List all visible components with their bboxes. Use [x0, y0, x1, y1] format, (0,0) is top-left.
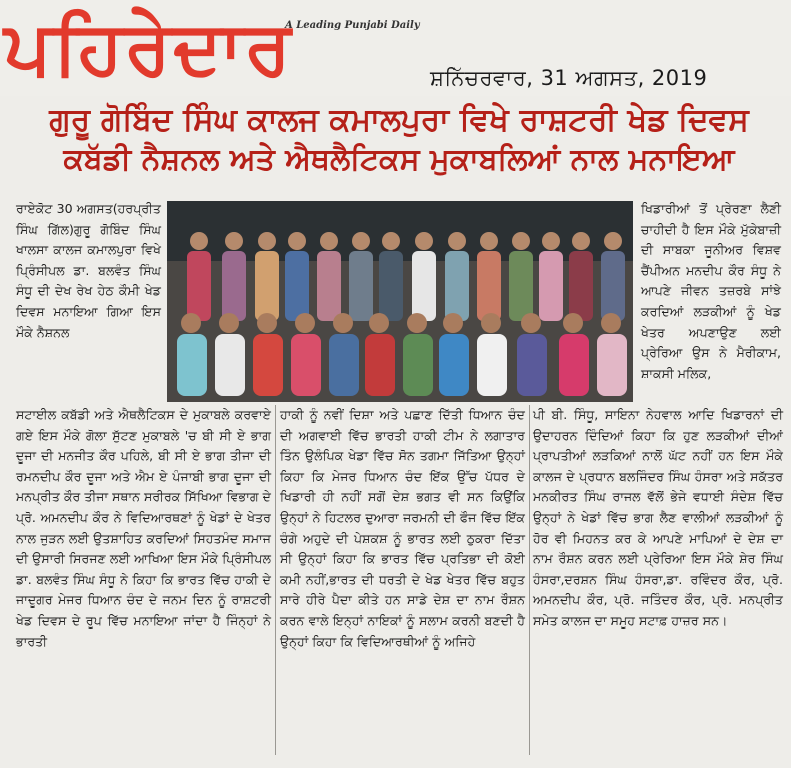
article-column-3 — [533, 405, 783, 632]
column-divider — [275, 405, 276, 755]
article-column-2 — [280, 405, 525, 652]
masthead — [0, 0, 791, 96]
article-paragraph: ਖਿਡਾਰੀਆਂ ਤੋਂ ਪ੍ਰੇਰਣਾ ਲੈਣੀ ਚਾਹੀਦੀ ਹੈ ਇਸ ਮੌਕੇ ਮੁੱਕੇਬਾਜ਼ੀ ਦੀ ਸਾਬਕਾ ਜੂਨੀਅਰ ਵਿਸ਼ਵ ਚੈਂਪੀਅਨ ਮਨਦੀਪ ਕੌਰ ਸੰਧੂ ਨੇ ਆਪਣੇ ਜੀਵਨ ਤਜ਼ਰਬੇ ਸਾਂਝੇ ਕਰਦਿਆਂ ਲੜਕੀਆਂ ਨੂੰ ਖੇਡ ਖੇਤਰ ਅਪਣਾਉਣ ਲਈ ਪ੍ਰੇਰਿਆ ਉਸ ਨੇ ਮੈਰੀਕਾਮ, ਸ਼ਾਕਸੀ ਮਲਿਕ, — [641, 201, 781, 381]
article-column-3-top — [641, 199, 781, 384]
column-divider — [529, 405, 530, 755]
article-column-1 — [16, 405, 271, 652]
article-headline — [14, 100, 784, 180]
article-column-1-top — [16, 199, 161, 343]
group-photo — [167, 201, 633, 402]
article-paragraph: ਹਾਕੀ ਨੂੰ ਨਵੀਂ ਦਿਸ਼ਾ ਅਤੇ ਪਛਾਣ ਦਿੱਤੀ ਧਿਆਨ ਚੰਦ ਦੀ ਅਗਵਾਈ ਵਿੱਚ ਭਾਰਤੀ ਹਾਕੀ ਟੀਮ ਨੇ ਲਗਾਤਾਰ ਤਿੰਨ ਉਲੰਪਿਕ ਖੇਡਾ ਵਿੱਚ ਸੋਨ ਤਗਮਾ ਜਿੱਤਿਆ ਉਨ੍ਹਾਂ ਕਿਹਾ ਕਿ ਮੇਜਰ ਧਿਆਨ ਚੰਦ ਇੱਕ ਉੱਚ ਪੱਧਰ ਦੇ ਖਿਡਾਰੀ ਹੀ ਨਹੀਂ ਸਗੋਂ ਦੇਸ਼ ਭਗਤ ਵੀ ਸਨ ਕਿਉਂਕਿ ਉਨ੍ਹਾਂ ਨੇ ਹਿਟਲਰ ਦੁਆਰਾ ਜਰਮਨੀ ਦੀ ਫੌਜ ਵਿੱਚ ਇੱਕ ਚੰਗੇ ਅਹੁਦੇ ਦੀ ਪੇਸ਼ਕਸ਼ ਨੂੰ ਭਾਰਤ ਲਈ ਠੁਕਰਾ ਦਿੱਤਾ ਸੀ ਉਨ੍ਹਾਂ ਕਿਹਾ ਕਿ ਭਾਰਤ ਵਿੱਚ ਪ੍ਰਤਿਭਾ ਦੀ ਕੋਈ ਕਮੀ ਨਹੀਂ,ਭਾਰਤ ਦੀ ਧਰਤੀ ਦੇ ਖੇਡ ਖੇਤਰ ਵਿੱਚ ਬਹੁਤ ਸਾਰੇ ਹੀਰੇ ਪੈਦਾ ਕੀਤੇ ਹਨ ਸਾਡੇ ਦੇਸ਼ ਦਾ ਨਾਮ ਰੌਸ਼ਨ ਕਰਨ ਵਾਲੇ ਇਨ੍ਹਾਂ ਨਾਇਕਾਂ ਨੂੰ ਸਲਾਮ ਕਰਨੀ ਬਣਦੀ ਹੈ ਉਨ੍ਹਾਂ ਕਿਹਾ ਕਿ ਵਿਦਿਆਰਥੀਆਂ ਨੂੰ ਅਜਿਹੇ — [280, 407, 525, 649]
article-paragraph: ਰਾਏਕੋਟ 30 ਅਗਸਤ(ਹਰਪ੍ਰੀਤ ਸਿੰਘ ਗਿੱਲ)ਗੁਰੂ ਗੋਬਿੰਦ ਸਿੰਘ ਖਾਲਸਾ ਕਾਲਜ ਕਮਾਲਪੁਰਾ ਵਿਖੇ ਪ੍ਰਿੰਸੀਪਲ ਡਾ. ਬਲਵੰਤ ਸਿੰਘ ਸੰਧੂ ਦੀ ਦੇਖ ਰੇਖ ਹੇਠ ਕੌਮੀ ਖੇਡ ਦਿਵਸ ਮਨਾਇਆ ਗਿਆ ਇਸ ਮੌਕੇ ਨੈਸ਼ਨਲ — [16, 201, 161, 340]
article-paragraph: ਸਟਾਈਲ ਕਬੱਡੀ ਅਤੇ ਐਥਲੈਟਿਕਸ ਦੇ ਮੁਕਾਬਲੇ ਕਰਵਾਏ ਗਏ ਇਸ ਮੌਕੇ ਗੋਲਾ ਸੁੱਟਣ ਮੁਕਾਬਲੇ 'ਚ ਬੀ ਸੀ ਏ ਭਾਗ ਦੂਜਾ ਦੀ ਮਨਜੀਤ ਕੌਰ ਪਹਿਲੇ, ਬੀ ਸੀ ਏ ਭਾਗ ਤੀਜਾ ਦੀ ਰਮਨਦੀਪ ਕੌਰ ਦੂਜਾ ਅਤੇ ਐਮ ਏ ਪੰਜਾਬੀ ਭਾਗ ਦੂਜਾ ਦੀ ਮਨਪ੍ਰੀਤ ਕੌਰ ਤੀਜਾ ਸਥਾਨ ਸਰੀਰਕ ਸਿੱਖਿਆ ਵਿਭਾਗ ਦੇ ਪ੍ਰੋ. ਅਮਨਦੀਪ ਕੌਰ ਨੇ ਵਿਦਿਆਰਥਣਾਂ ਨੂੰ ਖੇਡਾਂ ਦੇ ਖੇਤਰ ਨਾਲ ਜੁੜਨ ਲਈ ਉਤਸ਼ਾਹਿਤ ਕਰਦਿਆਂ ਸਿਹਤਮੰਦ ਸਮਾਜ ਦੀ ਉਸਾਰੀ ਸਿਰਜਣ ਲਈ ਆਖਿਆ ਇਸ ਮੌਕੇ ਪ੍ਰਿੰਸੀਪਲ ਡਾ. ਬਲਵੰਤ ਸਿੰਘ ਸੰਧੂ ਨੇ ਕਿਹਾ ਕਿ ਭਾਰਤ ਵਿੱਚ ਹਾਕੀ ਦੇ ਜਾਦੂਗਰ ਮੇਜਰ ਧਿਆਨ ਚੰਦ ਦੇ ਜਨਮ ਦਿਨ ਨੂੰ ਰਾਸ਼ਟਰੀ ਖੇਡ ਦਿਵਸ ਦੇ ਰੂਪ ਵਿੱਚ ਮਨਾਇਆ ਜਾਂਦਾ ਹੈ ਜਿੰਨ੍ਹਾਂ ਨੇ ਭਾਰਤੀ — [16, 407, 271, 649]
article-paragraph: ਪੀ ਬੀ. ਸਿੰਧੂ, ਸਾਇਨਾ ਨੇਹਵਾਲ ਆਦਿ ਖਿਡਾਰਨਾਂ ਦੀ ਉਦਾਹਰਨ ਦਿੰਦਿਆਂ ਕਿਹਾ ਕਿ ਹੁਣ ਲੜਕੀਆਂ ਦੀਆਂ ਪ੍ਰਾਪਤੀਆਂ ਲੜਕਿਆਂ ਨਾਲੋਂ ਘੱਟ ਨਹੀਂ ਹਨ ਇਸ ਮੌਕੇ ਕਾਲਜ ਦੇ ਪ੍ਰਧਾਨ ਬਲਜਿੰਦਰ ਸਿੰਘ ਹੰਸਰਾ ਅਤੇ ਸਕੱਤਰ ਮਨਕੀਰਤ ਸਿੰਘ ਰਾਜਲ ਵੱਲੋਂ ਭੇਜੇ ਵਧਾਈ ਸੰਦੇਸ਼ ਵਿੱਚ ਉਨ੍ਹਾਂ ਨੇ ਖੇਡਾਂ ਵਿੱਚ ਭਾਗ ਲੈਣ ਵਾਲੀਆਂ ਲੜਕੀਆਂ ਨੂੰ ਹੋਰ ਵੀ ਮਿਹਨਤ ਕਰ ਕੇ ਆਪਣੇ ਮਾਪਿਆਂ ਦੇ ਦੇਸ਼ ਦਾ ਨਾਮ ਰੌਸ਼ਨ ਕਰਨ ਲਈ ਪ੍ਰੇਰਿਆ ਇਸ ਮੌਕੇ ਸ਼ੇਰ ਸਿੰਘ ਹੰਸਰਾ,ਦਰਸ਼ਨ ਸਿੰਘ ਹੰਸਰਾ,ਡਾ. ਰਵਿੰਦਰ ਕੌਰ, ਪ੍ਰੋ. ਅਮਨਦੀਪ ਕੌਰ, ਪ੍ਰੋ. ਜਤਿੰਦਰ ਕੌਰ, ਪ੍ਰੋ. ਮਨਪ੍ਰੀਤ ਸਮੇਤ ਕਾਲਜ ਦਾ ਸਮੂਹ ਸਟਾਫ਼ ਹਾਜ਼ਰ ਸਨ। — [533, 407, 783, 628]
group-photo-icon — [167, 201, 633, 402]
headline-line-2: ਕਬੱਡੀ ਨੈਸ਼ਨਲ ਅਤੇ ਐਥਲੈਟਿਕਸ ਮੁਕਾਬਲਿਆਂ ਨਾਲ ਮਨਾਇਆ — [63, 142, 735, 177]
masthead-tagline: A Leading Punjabi Daily — [285, 20, 420, 31]
headline-line-1: ਗੁਰੂ ਗੋਬਿੰਦ ਸਿੰਘ ਕਾਲਜ ਕਮਾਲਪੁਰਾ ਵਿਖੇ ਰਾਸ਼ਟਰੀ ਖੇਡ ਦਿਵਸ — [49, 102, 749, 138]
issue-date: ਸ਼ਨਿੱਚਰਵਾਰ, 31 ਅਗਸਤ, 2019 — [430, 66, 708, 90]
newspaper-logo: ਪਹਿਰੇਦਾਰ — [4, 5, 293, 91]
